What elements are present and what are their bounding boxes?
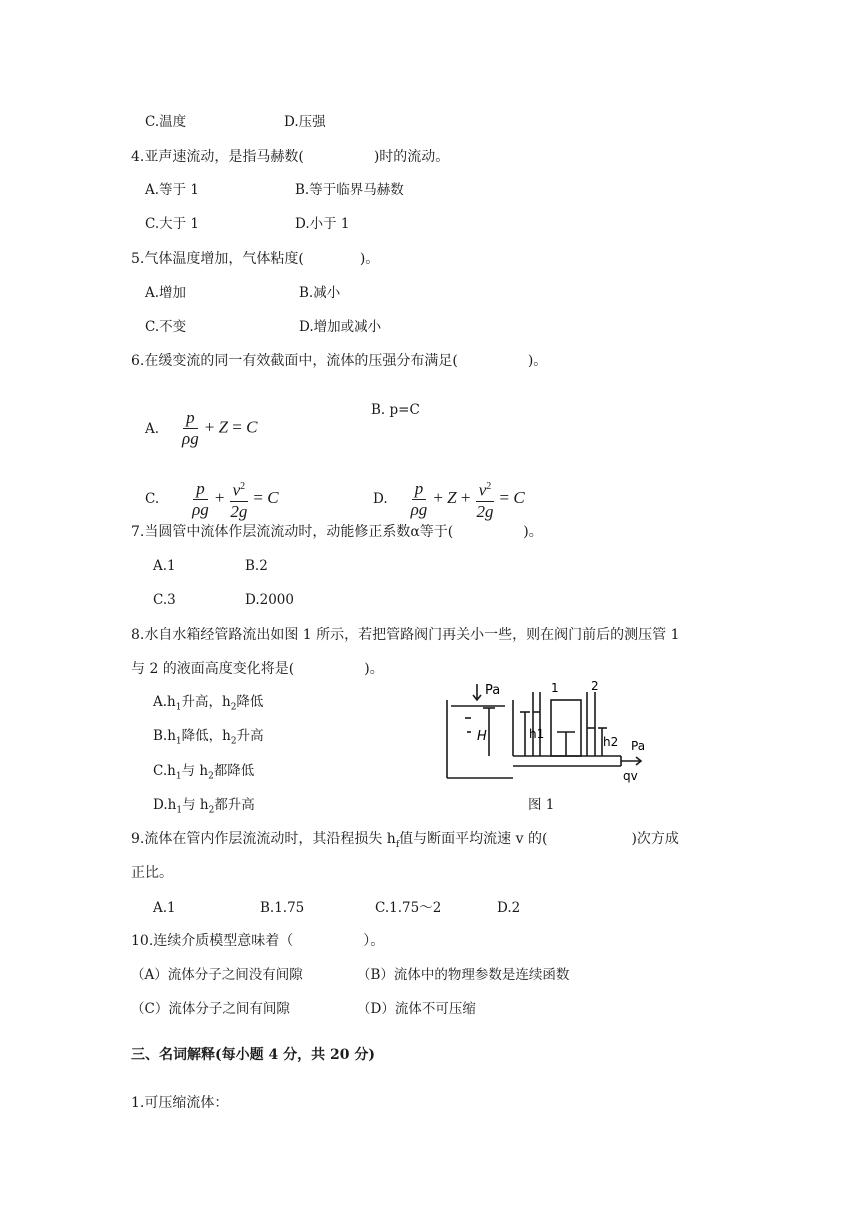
q5-stem: 5.气体温度增加，气体粘度( )。 bbox=[131, 251, 380, 267]
q7-stem: 7.当圆管中流体作层流流动时，动能修正系数α等于( )。 bbox=[131, 524, 543, 540]
qv-label: qv bbox=[623, 769, 638, 783]
q9-option-b: B.1.75 bbox=[260, 900, 305, 916]
q6-option-c-label: C. bbox=[145, 491, 160, 508]
q6-option-d-label: D. bbox=[373, 491, 388, 508]
q3-option-c: C.温度 bbox=[145, 114, 187, 130]
q7-option-c: C.3 bbox=[153, 592, 176, 608]
q10-option-a: （A）流体分子之间没有间隙 bbox=[131, 967, 303, 983]
q8-option-a: $A.h_1$升高，$h_2$降低 bbox=[153, 694, 264, 713]
q10-option-b: （B）流体中的物理参数是连续函数 bbox=[357, 967, 570, 983]
q10-option-d: （D）流体不可压缩 bbox=[357, 1001, 476, 1017]
q4-option-a: A.等于 1 bbox=[145, 182, 199, 198]
q8-stem-line2: 与 2 的液面高度变化将是( )。 bbox=[131, 661, 384, 677]
q4-option-d: D.小于 1 bbox=[295, 216, 350, 232]
section-3-title: 三、名词解释(每小题 4 分，共 20 分) bbox=[131, 1047, 375, 1063]
q9-option-d: D.2 bbox=[497, 900, 521, 916]
q6-stem: 6.在缓变流的同一有效截面中，流体的压强分布满足( )。 bbox=[131, 353, 548, 369]
q9-option-a: A.1 bbox=[153, 900, 176, 916]
q5-option-b: B.减小 bbox=[299, 285, 341, 301]
q6-option-d-formula: $\frac{p}{\rho g}$ + Z + $\frac{v^2}{2g}$ = C bbox=[410, 478, 525, 521]
q4-stem: 4.亚声速流动，是指马赫数( )时的流动。 bbox=[131, 149, 450, 165]
tube2-label: 2 bbox=[591, 679, 599, 693]
q5-option-a: A.增加 bbox=[145, 285, 187, 301]
figure-caption: 图 1 bbox=[528, 797, 555, 813]
q5-option-d: D.增加或减小 bbox=[299, 319, 382, 335]
q4-option-b: B.等于临界马赫数 bbox=[295, 182, 404, 198]
tube1-label: 1 bbox=[551, 681, 559, 695]
pa-label-outlet: Pa bbox=[631, 739, 646, 753]
q6-option-c-formula: $\frac{p}{\rho g}$ + $\frac{v^2}{2g}$ = C bbox=[192, 478, 279, 521]
q8-stem-line1: 8.水自水箱经管路流出如图 1 所示，若把管路阀门再关小一些，则在阀门前后的测压管 1 bbox=[131, 627, 680, 643]
q6-option-a-label: A. bbox=[145, 420, 160, 437]
q6-option-a bbox=[145, 390, 257, 467]
q8-option-b: $B.h_1$降低，$h_2$升高 bbox=[153, 728, 264, 747]
q4-option-c: C.大于 1 bbox=[145, 216, 200, 232]
q9-stem-line1: 9.流体在管内作层流流动时，其沿程损失 $h_f$值与断面平均流速 v 的( )次方成 bbox=[131, 831, 679, 850]
tank-pipe-figure bbox=[445, 678, 655, 786]
pa-label-top: Pa bbox=[485, 683, 501, 698]
q3-option-d: D.压强 bbox=[284, 114, 326, 130]
q8-option-d: $D.h_1$与 $h_2$都升高 bbox=[153, 797, 255, 816]
h1-label: h1 bbox=[529, 727, 545, 741]
h-label: H bbox=[477, 729, 487, 744]
q7-option-b: B.2 bbox=[245, 558, 268, 574]
q6-option-b: B. p=C bbox=[371, 402, 420, 418]
h2-label: h2 bbox=[603, 735, 619, 749]
q7-option-a: A.1 bbox=[153, 558, 176, 574]
q10-stem: 10.连续介质模型意味着（ ）。 bbox=[131, 933, 385, 949]
q9-stem-line2: 正比。 bbox=[131, 865, 173, 881]
q5-option-c: C.不变 bbox=[145, 319, 187, 335]
q7-option-d: D.2000 bbox=[245, 592, 294, 608]
section-3-q1: 1.可压缩流体： bbox=[131, 1095, 229, 1111]
q8-option-c: $C.h_1$与 $h_2$都降低 bbox=[153, 763, 255, 782]
q10-option-c: （C）流体分子之间有间隙 bbox=[131, 1001, 290, 1017]
q6-option-a-formula: $\frac{p}{\rho g}$ + Z = C bbox=[182, 408, 258, 448]
q9-option-c: C.1.75～2 bbox=[375, 900, 442, 916]
